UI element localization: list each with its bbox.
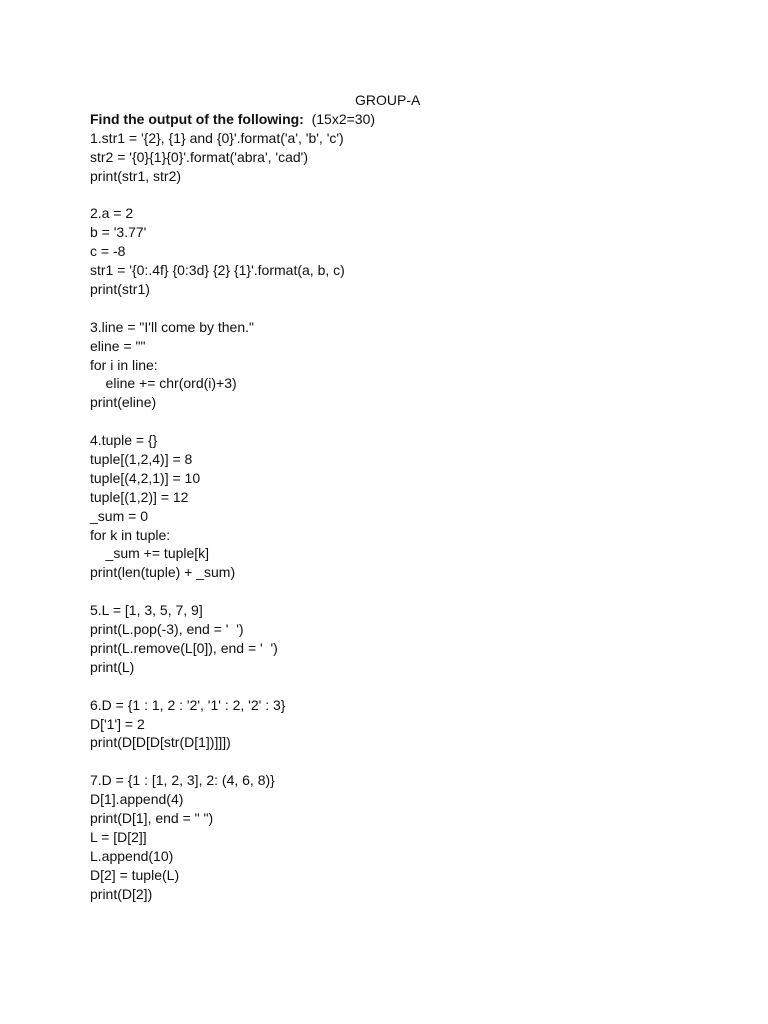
code-line: print(str1, str2) [90, 167, 182, 184]
code-line: tuple[(4,2,1)] = 10 [90, 469, 201, 486]
code-line: 7.D = {1 : [1, 2, 3], 2: (4, 6, 8)} [90, 772, 275, 789]
code-line: eline += chr(ord(i)+3) [90, 375, 237, 392]
code-line: for k in tuple: [90, 526, 171, 543]
code-line: for i in line: [90, 356, 158, 373]
code-line: L.append(10) [90, 847, 174, 864]
code-line: print(L) [90, 658, 135, 675]
code-line: print(D[2]) [90, 885, 153, 902]
code-line: print(D[1], end = " ") [90, 809, 214, 826]
code-line: _sum += tuple[k] [90, 545, 210, 562]
code-line: print(D[D[D[str(D[1])]]]) [90, 734, 231, 751]
question-body [90, 110, 710, 903]
code-line: 3.line = "I'll come by then." [90, 318, 254, 335]
code-line: print(str1) [90, 281, 150, 298]
code-line: D['1'] = 2 [90, 715, 145, 732]
code-line: str2 = '{0}{1}{0}'.format('abra', 'cad') [90, 148, 309, 165]
code-block [90, 129, 710, 904]
code-line: 2.a = 2 [90, 205, 134, 222]
code-line [90, 186, 710, 205]
code-line: eline = "" [90, 337, 146, 354]
marks-text: (15x2=30) [311, 111, 376, 127]
code-line [90, 582, 710, 601]
code-line: tuple[(1,2,4)] = 8 [90, 451, 193, 468]
code-line: str1 = '{0:.4f} {0:3d} {2} {1}'.format(a, b, c) [90, 262, 345, 279]
code-line: print(len(tuple) + _sum) [90, 564, 236, 581]
code-line [90, 299, 710, 318]
code-line: 6.D = {1 : 1, 2 : '2', '1' : 2, '2' : 3} [90, 696, 286, 713]
section-heading: GROUP-A [355, 92, 421, 108]
code-line [90, 412, 710, 431]
code-line: 4.tuple = {} [90, 432, 158, 449]
code-line: print(L.pop(-3), end = ' ') [90, 621, 244, 638]
code-line: _sum = 0 [90, 507, 148, 524]
code-line: print(eline) [90, 394, 157, 411]
code-line [90, 677, 710, 696]
instruction-line [90, 110, 710, 129]
code-line: print(L.remove(L[0]), end = ' ') [90, 639, 278, 656]
code-line: 5.L = [1, 3, 5, 7, 9] [90, 602, 203, 619]
code-line: L = [D[2]] [90, 828, 147, 845]
code-line: c = -8 [90, 243, 126, 260]
code-line [90, 752, 710, 771]
code-line: tuple[(1,2)] = 12 [90, 488, 189, 505]
code-line: 1.str1 = '{2}, {1} and {0}'.format('a', 'b', 'c') [90, 129, 344, 146]
code-line: b = '3.77' [90, 224, 147, 241]
code-line: D[2] = tuple(L) [90, 866, 180, 883]
code-line: D[1].append(4) [90, 791, 184, 808]
instruction-label: Find the output of the following: [90, 111, 304, 127]
